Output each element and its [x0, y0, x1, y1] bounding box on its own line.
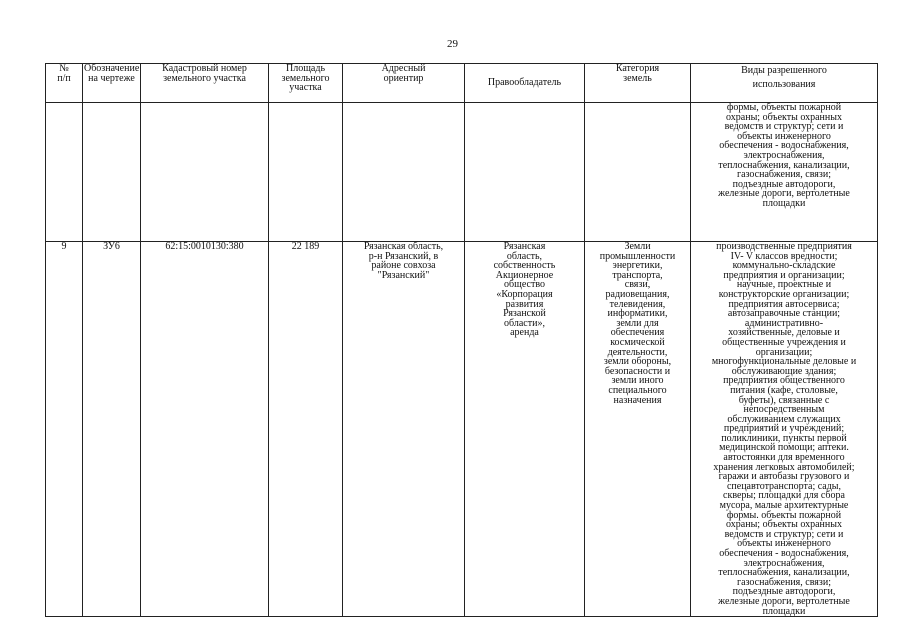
cell-empty	[585, 103, 691, 242]
header-address: Адресный ориентир	[343, 64, 465, 103]
cell-empty	[269, 103, 343, 242]
header-owner: Правообладатель	[465, 64, 585, 103]
page-number: 29	[447, 38, 458, 50]
cell-permitted-uses: производственные предприятия IV- V классов вредности; коммунально-складские предприятия и организации; научные, проектные и конструкторские организации; предприятия автосервиса; автозаправочные станции; административно- хозяйственные, деловые и общественные учреждения и организации; многофункциональные деловые и обслуживающие здания; предприятия общественного питания (кафе, столовые, буфеты), связанные с непосредственным обслуживанием служащих предприятий и учреждений; поликлиники, пункты первой медицинской помощи; аптеки. автостоянки для временного хранения легковых автомобилей; гаражи и автобазы грузового и спецавтотранспорта; сады, скверы; площадки для сбора мусора, малые архитектурные формы. объекты пожарной охраны; объекты охранных ведомств и структур; сети и объекты инженерного обеспечения - водоснабжения, электроснабжения, теплоснабжения, канализации, газоснабжения, связи; подъездные автодороги, железные дороги, вертолетные площадки	[691, 242, 878, 617]
table-row	[46, 103, 878, 242]
cell-cadastral-number: 62:15:0010130:380	[141, 242, 269, 617]
land-plots-table	[45, 63, 878, 617]
cell-number: 9	[46, 242, 83, 617]
header-permitted-uses: Виды разрешенного использования	[691, 64, 878, 103]
cell-address: Рязанская область, р-н Рязанский, в районе совхоза "Рязанский"	[343, 242, 465, 617]
header-designation: Обозначение на чертеже	[83, 64, 141, 103]
cell-designation: ЗУ6	[83, 242, 141, 617]
cell-empty	[83, 103, 141, 242]
header-land-category: Категория земель	[585, 64, 691, 103]
cell-land-category: Земли промышленности энергетики, транспорта, связи, радиовещания, телевидения, информатики, земли для обеспечения космической деятельности, земли обороны, безопасности и земли иного специального назначения	[585, 242, 691, 617]
header-area: Площадь земельного участка	[269, 64, 343, 103]
table-header-row	[46, 64, 878, 103]
cell-empty	[343, 103, 465, 242]
header-number: № п/п	[46, 64, 83, 103]
cell-empty	[465, 103, 585, 242]
cell-empty	[46, 103, 83, 242]
cell-permitted-uses-continued: формы, объекты пожарной охраны; объекты охранных ведомств и структур; сети и объекты инженерного обеспечения - водоснабжения, электроснабжения, теплоснабжения, канализации, газоснабжения, связи; подъездные автодороги, железные дороги, вертолетные площадки	[691, 103, 878, 242]
cell-empty	[141, 103, 269, 242]
cell-owner: Рязанская область, собственность Акционерное общество «Корпорация развития Рязанской области», аренда	[465, 242, 585, 617]
header-cadastral-number: Кадастровый номер земельного участка	[141, 64, 269, 103]
table-row	[46, 242, 878, 617]
cell-area: 22 189	[269, 242, 343, 617]
